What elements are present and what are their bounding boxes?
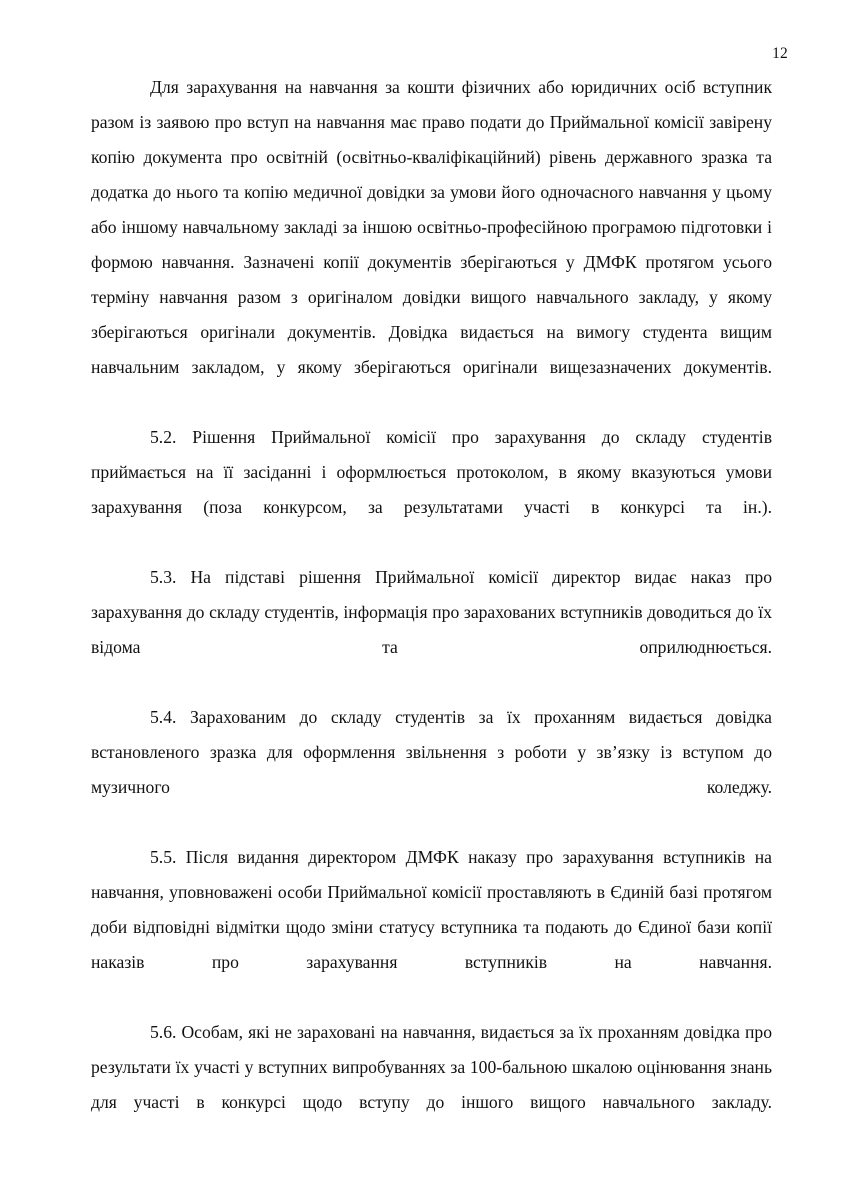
paragraph-clause-5-4: 5.4. Зарахованим до складу студентів за їх проханням видається довідка встановленого зразка для оформлення звільнення з роботи у зв’язку із вступом до музичного коледжу. — [91, 707, 772, 797]
paragraph-intro: Для зарахування на навчання за кошти фізичних або юридичних осіб вступник разом із заявою про вступ на навчання має право подати до Приймальної комісії завірену копію документа про освітній (освітньо-кваліфікаційний) рівень державного зразка та додатка до нього та копію медичної довідки за умови його одночасного навчання у цьому або іншому навчальному закладі за іншою освітньо-професійною програмою підготовки і формою навчання. Зазначені копії документів зберігаються у ДМФК протягом усього терміну навчання разом з оригіналом довідки вищого навчального закладу, у якому зберігаються оригінали документів. Довідка видається на вимогу студента вищим навчальним закладом, у якому зберігаються оригінали вищезазначених документів. — [91, 77, 772, 377]
paragraph-clause-5-5: 5.5. Після видання директором ДМФК наказу про зарахування вступників на навчання, уповноважені особи Приймальної комісії проставляють в Єдиній базі протягом доби відповідні відмітки щодо зміни статусу вступника та подають до Єдиної бази копії наказів про зарахування вступників на навчання. — [91, 847, 772, 972]
paragraph-clause-5-3: 5.3. На підставі рішення Приймальної комісії директор видає наказ про зарахування до складу студентів, інформація про зарахованих вступників доводиться до їх відома та оприлюднюється. — [91, 567, 772, 657]
document-body — [91, 70, 772, 1155]
page-number: 12 — [772, 45, 788, 62]
paragraph-clause-5-2: 5.2. Рішення Приймальної комісії про зарахування до складу студентів приймається на її засіданні і оформлюється протоколом, в якому вказуються умови зарахування (поза конкурсом, за результатами участі в конкурсі та ін.). — [91, 427, 772, 517]
paragraph-clause-5-6: 5.6. Особам, які не зараховані на навчання, видається за їх проханням довідка про результати їх участі у вступних випробуваннях за 100-бальною шкалою оцінювання знань для участі в конкурсі щодо вступу до іншого вищого навчального закладу. — [91, 1022, 772, 1112]
